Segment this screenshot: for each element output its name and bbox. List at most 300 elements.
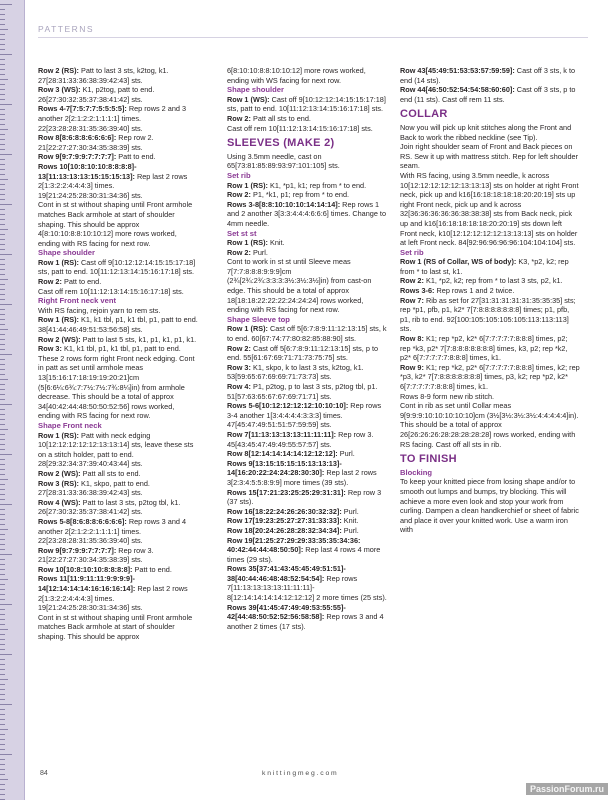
instruction-text: P1, *k1, p1; rep from * to end.	[250, 190, 350, 200]
ruler-tick	[0, 69, 5, 70]
instruction-text: Cast off 9[10:12:12:14:15:15:17:18] sts, patt to end. 10[11:12:13:14:15:16:17:18] sts.	[38, 257, 196, 277]
ruler-tick	[0, 224, 5, 225]
ruler-tick	[0, 359, 5, 360]
instruction-paragraph	[400, 142, 580, 171]
instruction-row-label: Rows 5-8[8:6:8:8:6:6:6:6]:	[38, 516, 127, 526]
ruler-tick	[0, 139, 5, 140]
ruler-tick	[0, 329, 8, 330]
subheading: Set rib	[227, 170, 251, 180]
ruler-tick	[0, 564, 5, 565]
instruction-text: Rep row 2. 21[22:27:27:30:34:35:38:39] sts.	[38, 133, 154, 152]
instruction-text: Cast off 5[6:7:8:9:11:12:13:15] sts, k to end. 60[67:74:77:80:82:85:88:90] sts.	[227, 324, 387, 344]
instruction-row-label: Rows 35[37:41:43:45:45:49:51:51]- 38[40:44:46:48:48:52:54:54]:	[227, 564, 346, 583]
instruction-row-label: Row 1 (RS):	[227, 180, 268, 190]
instruction-paragraph	[38, 335, 198, 345]
ruler-tick	[0, 574, 5, 575]
instruction-paragraph	[38, 152, 198, 162]
ruler-tick	[0, 744, 5, 745]
ruler-tick	[0, 89, 5, 90]
ruler-tick	[0, 264, 5, 265]
ruler-tick	[0, 789, 5, 790]
header-divider	[38, 37, 588, 38]
instruction-paragraph	[400, 363, 580, 392]
instruction-text: Purl.	[337, 449, 355, 459]
ruler-tick	[0, 429, 8, 430]
ruler-tick	[0, 749, 5, 750]
instruction-row-label: Row 2 (WS):	[38, 468, 81, 478]
instruction-text: K1; rep *p2, k2* 6[7:7:7:7:7:8:8:8] times, p2; rep *k3, p2* 7[7:8:8:8:8:8:8:8] times, k3, p2; rep *k2, p2* 6[7:7:7:7:7:8:8:8] times, k1.	[400, 334, 568, 363]
ruler-tick	[0, 379, 8, 380]
instruction-row-label: Row 2:	[400, 276, 424, 286]
ruler-tick	[0, 349, 5, 350]
instruction-paragraph	[38, 104, 198, 133]
instruction-text: Cont in rib as set until Collar meas 9[9:9:9:10:10:10:10:10]cm (3½[3½:3½:3½:4:4:4:4:4]in). This should be a total of approx 26[26:26:26:28:28:28:28:28] rows worked, ending with RS facing. Cast off all sts in rib.	[400, 401, 579, 449]
ruler-tick	[0, 644, 5, 645]
instruction-row-label: Rows 15[17:21:23:25:25:29:31:31]:	[227, 487, 346, 497]
ruler-tick	[0, 699, 5, 700]
ruler-tick	[0, 424, 5, 425]
ruler-tick	[0, 484, 5, 485]
ruler-tick	[0, 414, 5, 415]
instruction-text: Rep row 3 (37 sts).	[227, 487, 382, 507]
section-heading: SLEEVES (MAKE 2)	[227, 137, 335, 150]
instruction-row-label: Row 2:	[227, 113, 251, 123]
ruler-tick	[0, 44, 5, 45]
instruction-text: To keep your knitted piece from losing shape and/or to smooth out lumps and bumps, try blocking. This will achieve a more even look and stop your work from curling. Dampen a clean handkerchief or sheet of fabric and place it over your knitted work. Use a warm iron with	[400, 477, 579, 535]
subheading: Set rib	[400, 247, 424, 257]
ruler-tick	[0, 274, 5, 275]
ruler-tick	[0, 54, 12, 55]
instruction-paragraph	[227, 449, 387, 459]
ruler-tick	[0, 369, 5, 370]
ruler-tick	[0, 229, 8, 230]
instruction-paragraph	[400, 276, 580, 286]
instruction-text: Purl.	[341, 525, 359, 535]
subheading: Shape shoulder	[227, 85, 284, 95]
ruler-tick	[0, 639, 5, 640]
ruler-tick	[0, 549, 5, 550]
ruler-tick	[0, 129, 8, 130]
instruction-row-label: Row 19[21:25:27:29:29:33:35:35:34:36: 40:42:44:44:48:50:50]:	[227, 535, 361, 555]
ruler-tick	[0, 524, 5, 525]
instruction-row-label: Row 7:	[400, 295, 424, 305]
instruction-text: Knit.	[341, 516, 359, 526]
instruction-text: Patt to end.	[132, 564, 172, 574]
ruler-tick	[0, 774, 5, 775]
ruler-tick	[0, 724, 5, 725]
ruler-tick	[0, 579, 8, 580]
instruction-text: K1, skpo, patt to end. 27[28:31:33:36:38:39:42:43] sts.	[38, 478, 150, 498]
instruction-text: Rep row 3. 21[22:27:27:30:34:35:38:39] sts.	[38, 545, 154, 565]
instruction-paragraph	[400, 401, 580, 449]
subheading: Set st st	[227, 228, 257, 238]
instruction-row-label: Row 3:	[227, 362, 251, 372]
ruler-tick	[0, 444, 5, 445]
instruction-text: Cast off rem 10[11:12:13:14:15:16:17:18] sts.	[227, 123, 373, 133]
instruction-paragraph	[400, 334, 580, 363]
instruction-text: Rep rows 3 and 4 another 2 times (17 sts).	[227, 612, 384, 631]
ruler-tick	[0, 319, 5, 320]
instruction-paragraph	[227, 124, 387, 134]
instruction-text: Cast off 3 sts, k to end (14 sts).	[400, 66, 576, 85]
instruction-row-label: Rows 3-8[8:8:10:10:10:14:14:14]:	[227, 199, 341, 209]
ruler-tick	[0, 719, 5, 720]
footer-url: knittingmeg.com	[262, 770, 339, 777]
instruction-text: Cont in st st without shaping until Front armhole matches Back armhole at start of shoulder shaping. This should be approx	[38, 612, 193, 642]
instruction-text: Rep last 2 rows 2[1:3:2:2:4:4:4:3] times. 19[21:24:25:28:30:31:34:36] sts.	[38, 584, 188, 613]
ruler-tick	[0, 459, 5, 460]
instruction-row-label: Row 1 (RS):	[38, 257, 79, 267]
instruction-paragraph	[38, 258, 198, 277]
instruction-paragraph	[38, 287, 198, 297]
ruler-tick	[0, 24, 5, 25]
ruler-tick	[0, 709, 5, 710]
ruler-tick	[0, 759, 5, 760]
ruler-tick	[0, 194, 5, 195]
instruction-paragraph	[227, 324, 387, 343]
instruction-row-label: Row 7[11:13:13:13:13:11:11:11]:	[227, 429, 337, 439]
instruction-paragraph	[227, 152, 387, 171]
ruler-tick	[0, 314, 5, 315]
ruler-tick	[0, 619, 5, 620]
instruction-text: Cont in st st without shaping until Front armhole matches Back armhole at start of shoulder shaping. This should be approx 4[8:10:10:8:8:10:10:12] more rows worked, ending with RS facing for next row.	[38, 200, 193, 248]
ruler-tick	[0, 694, 5, 695]
instruction-paragraph	[227, 507, 387, 517]
subheading: Shape Sleeve top	[227, 314, 290, 324]
ruler-tick	[0, 284, 5, 285]
instruction-text: K1, skpo, k to last 3 sts, k2tog, k1. 53[59:65:67:69:69:71:73:73] sts.	[227, 362, 364, 382]
instruction-text: Purl.	[250, 247, 268, 257]
instruction-text: Patt to last 3 sts, p2tog tbl, k1. 26[27:30:32:35:37:38:41:42] sts.	[38, 497, 181, 517]
instruction-row-label: Row 2:	[227, 343, 251, 353]
ruler-tick	[0, 704, 12, 705]
ruler-tick	[0, 479, 8, 480]
ruler-tick	[0, 469, 5, 470]
instruction-row-label: Row 4 (WS):	[38, 497, 81, 507]
instruction-paragraph	[227, 516, 387, 526]
ruler-tick	[0, 259, 5, 260]
instruction-row-label: Row 44[46:50:52:54:54:58:60:60]:	[400, 85, 515, 95]
instruction-paragraph	[227, 257, 387, 315]
instruction-paragraph	[400, 171, 580, 248]
instruction-text: Patt with neck edging 10[12:12:12:12:12:13:13:14] sts, leave these sts on a stitch holder, patt to end. 28[29:32:34:37:39:40:43:44] sts.	[38, 430, 194, 469]
ruler-tick	[0, 389, 5, 390]
instruction-text: K1, *p1, k1; rep from * to end.	[267, 180, 367, 190]
instruction-row-label: Row 1 (RS):	[38, 315, 79, 325]
ruler-tick	[0, 339, 5, 340]
ruler-tick	[0, 84, 5, 85]
ruler-tick	[0, 354, 12, 355]
instruction-text: Cont to work in st st until Sleeve meas 7[7:7:8:8:8:9:9:9]cm (2¾[2¾:2¾:3:3:3:3½:3½:3½]in) from cast-on edge. This should be a total of approx 18[18:18:22:22:22:24:24:24] rows worked, ending with RS facing for next row.	[227, 257, 372, 315]
subheading: Shape Front neck	[38, 420, 102, 430]
ruler-tick	[0, 344, 5, 345]
ruler-tick	[0, 679, 8, 680]
ruler-tick	[0, 124, 5, 125]
ruler-tick	[0, 394, 5, 395]
ruler-tick	[0, 64, 5, 65]
ruler-tick	[0, 384, 5, 385]
ruler-tick	[0, 164, 5, 165]
ruler-tick	[0, 474, 5, 475]
instruction-paragraph	[227, 200, 387, 229]
ruler-tick	[0, 184, 5, 185]
ruler-tick	[0, 294, 5, 295]
instruction-row-label: Row 2:	[227, 247, 251, 257]
instruction-row-label: Row 8[8:6:8:8:6:6:6:6]:	[38, 133, 117, 143]
ruler-tick	[0, 209, 5, 210]
ruler-tick	[0, 374, 5, 375]
instruction-row-label: Row 1 (RS):	[38, 430, 79, 440]
instruction-paragraph	[227, 248, 387, 258]
ruler-tick	[0, 609, 5, 610]
instruction-paragraph	[38, 469, 198, 479]
measuring-ruler	[0, 0, 25, 800]
ruler-tick	[0, 784, 5, 785]
instruction-row-label: Row 9[9:7:9:9:7:7:7:7]:	[38, 545, 117, 555]
ruler-tick	[0, 599, 5, 600]
ruler-tick	[0, 614, 5, 615]
instruction-row-label: Rows 39[41:45:47:49:49:53:55:55]- 42[44:48:50:52:52:56:58:58]:	[227, 602, 346, 622]
ruler-tick	[0, 309, 5, 310]
ruler-tick	[0, 419, 5, 420]
instruction-paragraph	[400, 66, 580, 85]
instruction-paragraph	[38, 66, 198, 85]
instruction-text: With RS facing, rejoin yarn to rem sts.	[38, 305, 161, 315]
ruler-tick	[0, 544, 5, 545]
instruction-paragraph	[38, 200, 198, 248]
instruction-paragraph	[38, 517, 198, 546]
instruction-paragraph	[227, 114, 387, 124]
instruction-paragraph	[38, 315, 198, 334]
ruler-tick	[0, 634, 5, 635]
instruction-paragraph	[38, 431, 198, 469]
instruction-paragraph	[227, 190, 387, 200]
instruction-text: K1, *p2, k2; rep from * to last 3 sts, p2, k1.	[423, 276, 563, 286]
ruler-tick	[0, 94, 5, 95]
ruler-tick	[0, 629, 8, 630]
instruction-text: K1; rep *k2, p2* 6[7:7:7:7:7:8:8:8] times, k2; rep *p3, k2* 7[7:8:8:8:8:8:8:8] times, p3, k2; rep *p2, k2* 6[7:7:7:7:7:8:8:8] times, k1.	[400, 362, 580, 391]
instruction-text: Rep rows 2 and 3 another 2[2:1:2:2:1:1:1:1] times. 22[23:28:28:31:35:36:39:40] sts.	[38, 104, 187, 133]
instruction-text: Patt all sts to end.	[80, 468, 141, 478]
ruler-tick	[0, 529, 8, 530]
instruction-paragraph	[38, 613, 198, 642]
instruction-paragraph	[38, 306, 198, 316]
instruction-paragraph	[38, 344, 198, 421]
ruler-tick	[0, 324, 5, 325]
ruler-tick	[0, 539, 5, 540]
instruction-row-label: Row 2:	[227, 190, 251, 200]
ruler-tick	[0, 464, 5, 465]
instruction-text: 6[8:10:10:8:8:10:10:12] more rows worked, ending with WS facing for next row.	[227, 66, 366, 85]
text-column-1	[38, 66, 198, 642]
instruction-paragraph	[227, 382, 387, 401]
ruler-tick	[0, 79, 8, 80]
instruction-paragraph	[38, 85, 198, 104]
instruction-text: Knit.	[267, 238, 285, 248]
instruction-paragraph	[38, 162, 198, 200]
instruction-paragraph	[38, 565, 198, 575]
instruction-paragraph	[38, 133, 198, 152]
ruler-tick	[0, 404, 12, 405]
instruction-row-label: Row 1 (RS of Collar, WS of body):	[400, 257, 517, 267]
instruction-row-label: Row 1 (WS):	[227, 94, 270, 104]
instruction-text: Cast off rem 10[11:12:13:14:15:16:17:18] sts.	[38, 286, 184, 296]
instruction-row-label: Row 3 (RS):	[38, 478, 79, 488]
instruction-row-label: Row 9[9:7:9:9:7:7:7:7]:	[38, 152, 117, 162]
instruction-text: With RS facing, using 3.5mm needle, k across 10[12:12:12:12:12:13:13:13] sts on holder at right Front neck, pick up and k16[16:18:18:18:18:20:20:19] sts up right Front neck, pick up and k across 32[36:36:36:36:36:38:38:38] sts from Back neck, pick up and k16[16:18:18:18:18:20:20:19] sts down left Front neck, k10[12:12:12:12:12:13:13:13] sts on holder at left Front neck. 84[92:96:96:96:96:104:104:104] sts.	[400, 170, 579, 248]
instruction-text: Cast off 3 sts, p to end (11 sts). Cast off rem 11 sts.	[400, 85, 576, 104]
ruler-tick	[0, 149, 5, 150]
instruction-paragraph	[227, 401, 387, 430]
ruler-tick	[0, 99, 5, 100]
instruction-text: P1, p2tog, p to last 3 sts, p2tog tbl, p1. 51[57:63:65:67:67:69:71:71] sts.	[227, 382, 378, 401]
instruction-row-label: Rows 5-6[10:12:12:12:12:10:10:10]:	[227, 401, 349, 411]
ruler-tick	[0, 219, 5, 220]
instruction-text: K1, k1 tbl, p1, k1 tbl, p1, patt to end. These 2 rows form right Front neck edging. Cont in patt as set until armhole meas 13[15:16:17:18:19:19:20:21]cm (5[6:6¼:6¾:7:7½:7½:7¾:8¼]in) from armhole decrease. This should be a total of approx 34[40:42:44:48:50:50:52:56] rows worked, ending with RS facing for next row.	[38, 344, 195, 421]
ruler-tick	[0, 29, 8, 30]
ruler-tick	[0, 514, 5, 515]
instruction-text: Patt to end.	[61, 277, 102, 287]
ruler-tick	[0, 399, 5, 400]
instruction-paragraph	[38, 574, 198, 612]
instruction-row-label: Row 4:	[227, 382, 251, 391]
ruler-tick	[0, 39, 5, 40]
ruler-tick	[0, 554, 12, 555]
instruction-paragraph	[38, 498, 198, 517]
instruction-paragraph	[400, 392, 580, 402]
ruler-tick	[0, 204, 12, 205]
ruler-tick	[0, 9, 5, 10]
ruler-tick	[0, 454, 12, 455]
instruction-text: Purl.	[341, 506, 359, 516]
instruction-paragraph	[400, 477, 580, 535]
instruction-row-label: Row 1 (RS):	[227, 324, 268, 334]
ruler-tick	[0, 534, 5, 535]
subheading: Blocking	[400, 467, 433, 477]
ruler-tick	[0, 604, 12, 605]
instruction-row-label: Row 3:	[38, 344, 62, 354]
ruler-tick	[0, 244, 5, 245]
ruler-tick	[0, 769, 5, 770]
instruction-paragraph	[227, 488, 387, 507]
text-column-2	[227, 66, 387, 631]
instruction-text: Patt all sts to end.	[250, 113, 311, 123]
ruler-tick	[0, 519, 5, 520]
ruler-tick	[0, 59, 5, 60]
instruction-text: Cast off 5[6:7:8:9:11:12:13:15] sts, p to end. 55[61:67:69:71:71:73:75:75] sts.	[227, 343, 379, 363]
ruler-tick	[0, 689, 5, 690]
ruler-tick	[0, 119, 5, 120]
ruler-tick	[0, 779, 8, 780]
ruler-tick	[0, 144, 5, 145]
section-header: PATTERNS	[38, 24, 95, 34]
ruler-tick	[0, 739, 5, 740]
instruction-text: K3, *p2, k2; rep from * to last st, k1.	[400, 257, 569, 276]
ruler-tick	[0, 109, 5, 110]
ruler-tick	[0, 794, 5, 795]
ruler-tick	[0, 154, 12, 155]
instruction-text: Cast off 9[10:12:12:14:15:15:17:18] sts, patt to end. 10[11:12:13:14:15:16:17:18] sts.	[227, 94, 386, 114]
instruction-row-label: Row 18[20:24:26:28:28:32:34:34]:	[227, 525, 342, 535]
instruction-text: Join right shoulder seam of Front and Back pieces on RS. Sew it up with mattress stitch. Rep for left shoulder seam.	[400, 142, 579, 171]
instruction-paragraph	[227, 430, 387, 449]
instruction-text: Rep last 4 rows 4 more times (29 sts).	[227, 545, 381, 564]
instruction-paragraph	[400, 296, 580, 334]
instruction-paragraph	[227, 526, 387, 536]
ruler-tick	[0, 34, 5, 35]
instruction-row-label: Row 2 (RS):	[38, 66, 79, 75]
instruction-row-label: Row 1 (RS):	[227, 238, 268, 248]
instruction-paragraph	[227, 603, 387, 632]
ruler-tick	[0, 504, 12, 505]
ruler-tick	[0, 364, 5, 365]
instruction-row-label: Row 17[19:23:25:27:27:31:33:33]:	[227, 516, 342, 526]
instruction-row-label: Row 8[12:14:14:14:14:12:12:12]:	[227, 449, 338, 459]
ruler-tick	[0, 624, 5, 625]
instruction-row-label: Row 8:	[400, 334, 424, 344]
ruler-tick	[0, 19, 5, 20]
instruction-text: Patt to last 3 sts, k2tog, k1. 27[28:31:33:36:38:39:42:43] sts.	[38, 66, 169, 85]
ruler-tick	[0, 214, 5, 215]
ruler-tick	[0, 14, 5, 15]
ruler-tick	[0, 584, 5, 585]
ruler-tick	[0, 729, 8, 730]
instruction-text: Rep last 2 rows 2[1:3:2:2:4:4:4:3] times. 19[21:24:25:28:30:31:34:36] sts.	[38, 171, 188, 200]
ruler-tick	[0, 439, 5, 440]
ruler-tick	[0, 289, 5, 290]
instruction-paragraph	[227, 363, 387, 382]
ruler-tick	[0, 589, 5, 590]
ruler-tick	[0, 334, 5, 335]
ruler-tick	[0, 754, 12, 755]
instruction-text: Rows 8-9 form new rib stitch.	[400, 391, 495, 401]
instruction-paragraph	[227, 536, 387, 565]
ruler-tick	[0, 669, 5, 670]
instruction-text: Rep rows 3-4 another 1[3:4:4:4:4:3:3:3] times. 47[45:47:49:51:51:57:59:59] sts.	[227, 401, 382, 430]
instruction-paragraph	[38, 479, 198, 498]
ruler-tick	[0, 449, 5, 450]
ruler-tick	[0, 489, 5, 490]
instruction-row-label: Row 2 (WS):	[38, 334, 81, 344]
instruction-text: Rep row 3. 45[43:45:47:49:49:55:57:57] sts.	[227, 429, 374, 449]
ruler-tick	[0, 559, 5, 560]
instruction-row-label: Rows 4-7[7:5:7:7:5:5:5:5]:	[38, 104, 127, 114]
ruler-tick	[0, 509, 5, 510]
instruction-text: Rep last 2 rows 3[2:3:4:5:5:8:9:9] more times (39 sts).	[227, 468, 377, 487]
instruction-paragraph	[227, 564, 387, 602]
instruction-row-label: Row 10[10:8:10:10:8:8:8:8]:	[38, 564, 133, 574]
text-column-3	[400, 66, 580, 535]
instruction-paragraph	[227, 181, 387, 191]
instruction-paragraph	[400, 123, 580, 142]
ruler-tick	[0, 684, 5, 685]
instruction-row-label: Row 3 (WS):	[38, 85, 81, 95]
ruler-tick	[0, 239, 5, 240]
ruler-tick	[0, 254, 12, 255]
instruction-text: Rep rows 3 and 4 another 2[2:1:2:2:1:1:1:1] times. 22[23:28:28:31:35:36:39:40] sts.	[38, 516, 187, 546]
ruler-tick	[0, 199, 5, 200]
ruler-tick	[0, 654, 12, 655]
instruction-text: Rib as set for 27[31:31:31:31:31:35:35:35] sts; rep *p1, pfb, p1, k2* 7[7:8:8:8:8:8:8:8] times; p1, pfb, p1, rib to end. 92[100:105:105:105:105:113:113:113] sts.	[400, 295, 576, 334]
ruler-tick	[0, 4, 12, 5]
ruler-tick	[0, 409, 5, 410]
ruler-tick	[0, 134, 5, 135]
instruction-text: Now you will pick up knit stitches along the Front and Back to work the ribbed neckline (see Tip).	[400, 122, 572, 142]
instruction-row-label: Row 9:	[400, 362, 424, 372]
ruler-tick	[0, 674, 5, 675]
ruler-tick	[0, 179, 8, 180]
instruction-text: Rep rows 7[11:13:13:13:13:11:11:11]- 8[12:14:14:14:14:12:12:12] 2 more times (25 sts).	[227, 573, 387, 603]
